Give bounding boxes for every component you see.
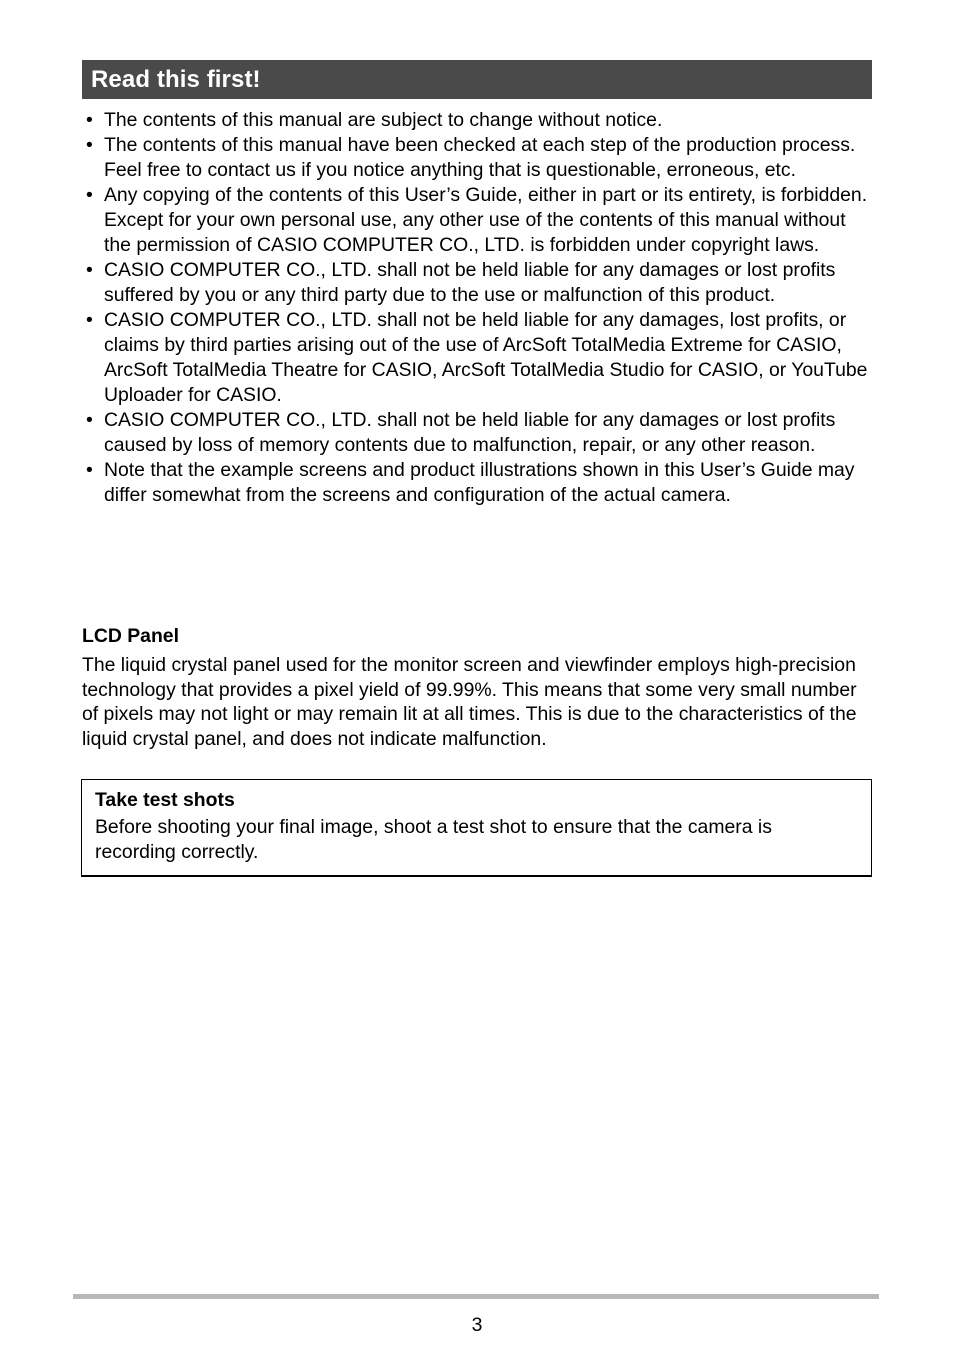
list-item — [82, 133, 872, 183]
list-item — [82, 458, 872, 508]
test-shots-heading: Take test shots — [95, 789, 235, 811]
bullet-icon: • — [86, 309, 93, 331]
notice-list — [82, 108, 872, 508]
lcd-panel-body: The liquid crystal panel used for the monitor screen and viewfinder employs high-precision technology that provides a pixel yield of 99.99%. This means that some very small number of pixels may not light or may remain lit at all times. This is due to the characteristics of the liquid crystal panel, and does not indicate malfunction. — [82, 654, 857, 750]
bullet-icon: • — [86, 259, 93, 281]
test-shots-body: Before shooting your final image, shoot a test shot to ensure that the camera is recording correctly. — [95, 816, 772, 863]
list-item — [82, 308, 872, 408]
list-item-text: Any copying of the contents of this User’s Guide, either in part or its entirety, is forbidden. Except for your own personal use, any other use of the contents of this manual without the permission of CASIO COMPUTER CO., LTD. is forbidden under copyright laws. — [104, 184, 868, 256]
list-item-text: The contents of this manual are subject to change without notice. — [104, 109, 663, 131]
list-item — [82, 183, 872, 258]
list-item — [82, 408, 872, 458]
section-title-bar — [82, 60, 872, 99]
list-item — [82, 258, 872, 308]
list-item-text: CASIO COMPUTER CO., LTD. shall not be held liable for any damages or lost profits suffered by you or any third party due to the use or malfunction of this product. — [104, 259, 836, 306]
bullet-icon: • — [86, 134, 93, 156]
list-item — [82, 108, 872, 133]
bullet-icon: • — [86, 184, 93, 206]
lcd-panel-heading: LCD Panel — [82, 625, 179, 647]
bullet-icon: • — [86, 109, 93, 131]
lcd-panel-section — [82, 623, 872, 751]
bullet-icon: • — [86, 409, 93, 431]
footer-divider — [73, 1294, 879, 1299]
list-item-text: The contents of this manual have been checked at each step of the production process. Feel free to contact us if you notice anything that is questionable, erroneous, etc. — [104, 134, 856, 181]
page-number: 3 — [471, 1314, 483, 1336]
bullet-icon: • — [86, 459, 93, 481]
list-item-text: CASIO COMPUTER CO., LTD. shall not be held liable for any damages, lost profits, or claims by third parties arising out of the use of ArcSoft TotalMedia Extreme for CASIO, ArcSoft TotalMedia Theatre for CASIO, ArcSoft TotalMedia Studio for CASIO, or YouTube Uploader for CASIO. — [104, 309, 868, 406]
list-item-text: CASIO COMPUTER CO., LTD. shall not be held liable for any damages or lost profits caused by loss of memory contents due to malfunction, repair, or any other reason. — [104, 409, 836, 456]
page-title: Read this first! — [91, 65, 261, 93]
list-item-text: Note that the example screens and product illustrations shown in this User’s Guide may differ somewhat from the screens and configuration of the actual camera. — [104, 459, 855, 506]
test-shots-note-box — [81, 779, 872, 877]
